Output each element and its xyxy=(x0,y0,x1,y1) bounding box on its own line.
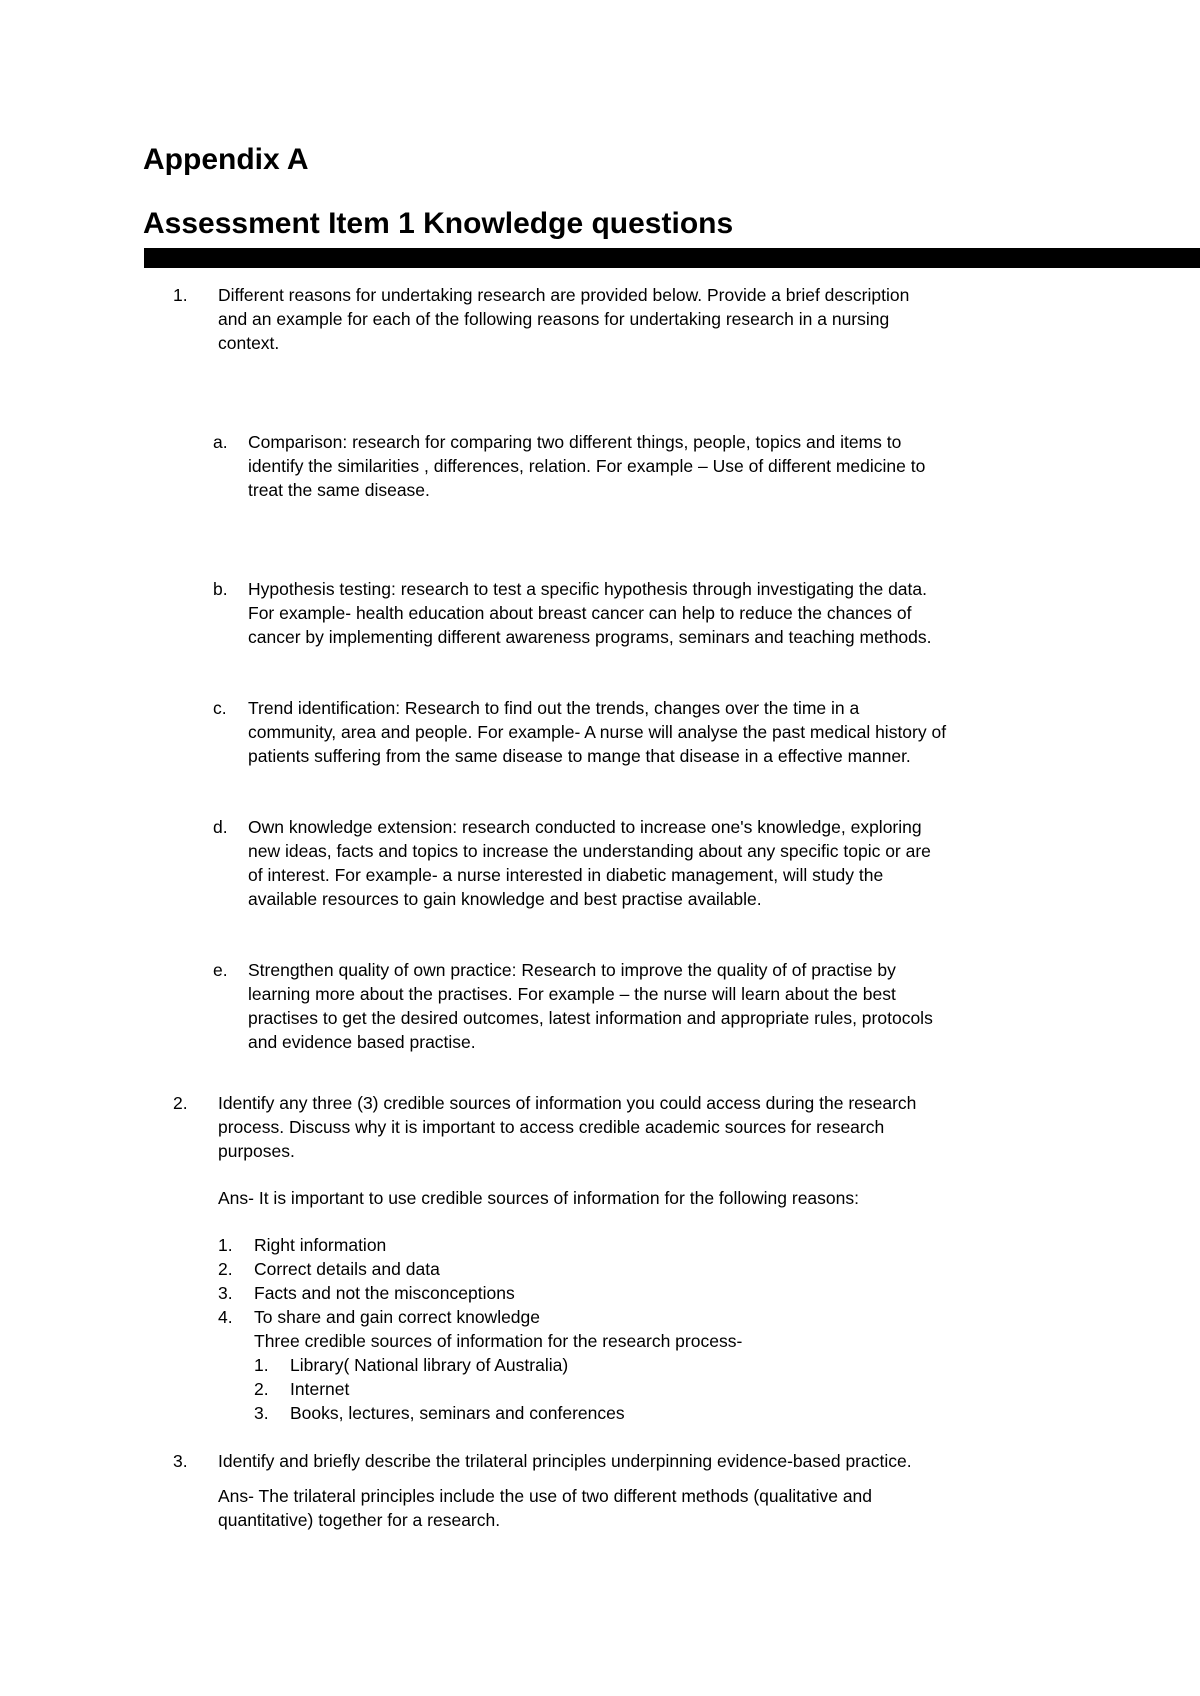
sub-item-line: community, area and people. For example- A nurse will analyse the past medical history of xyxy=(248,722,947,742)
question-number: 2. xyxy=(173,1093,188,1113)
list-item-marker: 1. xyxy=(254,1355,269,1375)
sub-item-line: new ideas, facts and topics to increase the understanding about any specific topic or are xyxy=(248,841,931,861)
list-item-marker: 2. xyxy=(254,1379,269,1399)
list-item: Library( National library of Australia) xyxy=(290,1355,569,1375)
sub-item-marker: c. xyxy=(213,698,227,718)
answer-text: Ans- It is important to use credible sources of information for the following reasons: xyxy=(218,1188,859,1208)
list-item: Internet xyxy=(290,1379,350,1399)
sub-item-marker: d. xyxy=(213,817,228,837)
heading-divider xyxy=(144,248,1200,268)
sources-intro: Three credible sources of information for the research process- xyxy=(254,1331,743,1351)
list-item: Books, lectures, seminars and conferences xyxy=(290,1403,625,1423)
list-item-marker: 3. xyxy=(218,1283,233,1303)
list-item: Right information xyxy=(254,1235,387,1255)
question-text-line: Different reasons for undertaking research are provided below. Provide a brief description xyxy=(218,285,910,305)
sub-item-line: For example- health education about breast cancer can help to reduce the chances of xyxy=(248,603,912,623)
list-item: Facts and not the misconceptions xyxy=(254,1283,515,1303)
heading-appendix: Appendix A xyxy=(143,143,309,176)
sub-item-marker: e. xyxy=(213,960,228,980)
sub-item-line: and evidence based practise. xyxy=(248,1032,476,1052)
list-item-marker: 1. xyxy=(218,1235,233,1255)
sub-item-line: Own knowledge extension: research conducted to increase one's knowledge, exploring xyxy=(248,817,922,837)
question-text-line: context. xyxy=(218,333,280,353)
sub-item-line: of interest. For example- a nurse interested in diabetic management, will study the xyxy=(248,865,884,885)
answer-text-line: Ans- The trilateral principles include the use of two different methods (qualitative and xyxy=(218,1486,873,1506)
answer-text-line: quantitative) together for a research. xyxy=(218,1510,501,1530)
sub-item-line: Comparison: research for comparing two different things, people, topics and items to xyxy=(248,432,902,452)
list-item: To share and gain correct knowledge xyxy=(254,1307,541,1327)
question-text-line: Identify any three (3) credible sources of information you could access during the research xyxy=(218,1093,917,1113)
question-number: 1. xyxy=(173,285,188,305)
sub-item-marker: b. xyxy=(213,579,228,599)
question-number: 3. xyxy=(173,1451,188,1471)
sub-item-line: learning more about the practises. For example – the nurse will learn about the best xyxy=(248,984,896,1004)
sub-item-marker: a. xyxy=(213,432,228,452)
heading-assessment: Assessment Item 1 Knowledge questions xyxy=(143,207,734,240)
sub-item-line: patients suffering from the same disease to mange that disease in a effective manner. xyxy=(248,746,911,766)
sub-item-line: cancer by implementing different awareness programs, seminars and teaching methods. xyxy=(248,627,932,647)
list-item: Correct details and data xyxy=(254,1259,440,1279)
question-text-line: purposes. xyxy=(218,1141,295,1161)
list-item-marker: 4. xyxy=(218,1307,233,1327)
question-text-line: process. Discuss why it is important to access credible academic sources for research xyxy=(218,1117,885,1137)
sub-item-line: treat the same disease. xyxy=(248,480,430,500)
question-text-line: and an example for each of the following reasons for undertaking research in a nursing xyxy=(218,309,890,329)
list-item-marker: 2. xyxy=(218,1259,233,1279)
sub-item-line: Hypothesis testing: research to test a specific hypothesis through investigating the data. xyxy=(248,579,927,599)
sub-item-line: available resources to gain knowledge and best practise available. xyxy=(248,889,762,909)
sub-item-line: Trend identification: Research to find out the trends, changes over the time in a xyxy=(248,698,860,718)
list-item-marker: 3. xyxy=(254,1403,269,1423)
sub-item-line: identify the similarities , differences, relation. For example – Use of different medicine to xyxy=(248,456,926,476)
sub-item-line: practises to get the desired outcomes, latest information and appropriate rules, protocols xyxy=(248,1008,933,1028)
question-text-line: Identify and briefly describe the trilateral principles underpinning evidence-based practice. xyxy=(218,1451,912,1471)
sub-item-line: Strengthen quality of own practice: Research to improve the quality of of practise by xyxy=(248,960,896,980)
